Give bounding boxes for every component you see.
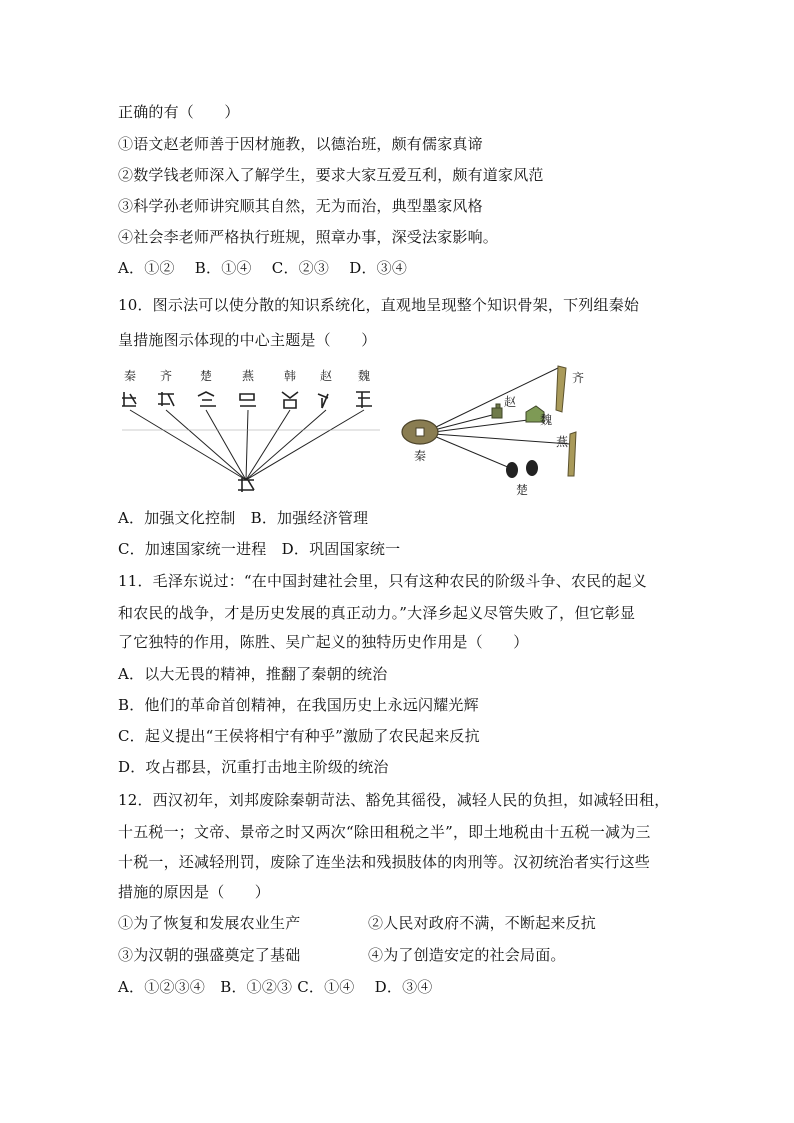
seal-glyph-yan [240, 394, 256, 406]
q10-stem-line-2: 皇措施图示体现的中心主题是（ ） [118, 331, 377, 349]
q9-continuation: 正确的有（ ） [118, 103, 240, 121]
seal-glyph-han [282, 392, 298, 408]
coin-label-yan: 燕 [556, 435, 569, 449]
q9-options: A．①② B．①④ C．②③ D．③④ [118, 259, 408, 277]
q9-item-2: ②数学钱老师深入了解学生，要求大家互爱互利，颇有道家风范 [118, 166, 544, 184]
coin-label-wei: 魏 [540, 413, 553, 427]
zhao-spade-coin [492, 404, 502, 418]
script-unification-diagram [122, 368, 380, 492]
q9-item-1: ①语文赵老师善于因材施教，以德治班，颇有儒家真谛 [118, 135, 483, 153]
q11-option-a: A．以大无畏的精神，推翻了秦朝的统治 [118, 665, 388, 683]
seal-glyph-zhao [318, 394, 328, 408]
q10-options-cd: C．加速国家统一进程 D．巩固国家统一 [118, 540, 401, 558]
seal-glyph-chu [198, 392, 216, 406]
q11-option-c: C．起义提出“王侯将相宁有种乎”激励了农民起来反抗 [118, 727, 480, 745]
qi-knife-coin [556, 366, 566, 412]
q12-item-2: ②人民对政府不满，不断起来反抗 [368, 914, 597, 932]
q10-figure [118, 362, 598, 502]
q10-stem-line-1: 10．图示法可以使分散的知识系统化，直观地呈现整个知识骨架，下列组秦始 [118, 296, 640, 314]
q10-options-ab: A．加强文化控制 B．加强经济管理 [118, 509, 369, 527]
chu-ant-nose-coin-2 [526, 460, 538, 476]
q11-stem-line-3: 了它独特的作用，陈胜、吴广起义的独特历史作用是（ ） [118, 633, 529, 651]
q11-option-b: B．他们的革命首创精神，在我国历史上永远闪耀光辉 [118, 696, 479, 714]
state-label-3: 燕 [242, 369, 255, 383]
q12-item-3: ③为汉朝的强盛奠定了基础 [118, 946, 301, 964]
q12-stem-line-3: 十税一，还减轻刑罚，废除了连坐法和残损肢体的肉刑等。汉初统治者实行这些 [118, 853, 651, 871]
q12-stem-line-1: 12．西汉初年，刘邦废除秦朝苛法、豁免其徭役，减轻人民的负担，如减轻田租， [118, 791, 670, 809]
coin-label-zhao: 赵 [504, 395, 517, 409]
q9-item-4: ④社会李老师严格执行班规，照章办事，深受法家影响。 [118, 228, 499, 246]
chu-ant-nose-coin-1 [506, 462, 518, 478]
yan-knife-coin [568, 432, 576, 476]
currency-unification-diagram [402, 366, 584, 497]
q12-items-row-2 [118, 945, 566, 965]
state-label-1: 齐 [160, 369, 173, 383]
q12-item-4: ④为了创造安定的社会局面。 [368, 946, 566, 964]
q12-options: A．①②③④ B．①②③ C．①④ D．③④ [118, 978, 433, 996]
convergence-lines [130, 410, 364, 480]
seal-glyphs [122, 392, 372, 408]
q11-option-d: D．攻占郡县，沉重打击地主阶级的统治 [118, 758, 389, 776]
q12-item-1: ①为了恢复和发展农业生产 [118, 914, 301, 932]
q12-stem-line-4: 措施的原因是（ ） [118, 883, 271, 901]
state-label-6: 魏 [358, 369, 371, 383]
coin-label-qi: 齐 [572, 371, 585, 385]
coin-label-qin: 秦 [414, 449, 427, 463]
coin-hole [416, 428, 424, 436]
q11-stem-line-1: 11．毛泽东说过：“在中国封建社会里，只有这种农民的阶级斗争、农民的起义 [118, 572, 647, 590]
state-label-4: 韩 [284, 369, 297, 383]
seal-glyph-unified [238, 478, 254, 492]
q11-stem-line-2: 和农民的战争，才是历史发展的真正动力。”大泽乡起义尽管失败了，但它彰显 [118, 604, 636, 622]
coin-label-chu: 楚 [516, 483, 529, 497]
seal-glyph-wei [356, 392, 372, 408]
seal-glyph-qin [122, 392, 136, 406]
state-label-0: 秦 [124, 369, 137, 383]
q12-items-row-1 [118, 913, 597, 933]
state-label-5: 赵 [320, 369, 333, 383]
q9-item-3: ③科学孙老师讲究顺其自然，无为而治，典型墨家风格 [118, 197, 483, 215]
seal-glyph-qi [158, 392, 174, 406]
state-label-2: 楚 [200, 369, 213, 383]
q12-stem-line-2: 十五税一；文帝、景帝之时又两次“除田租税之半”，即土地税由十五税一减为三 [118, 823, 651, 841]
